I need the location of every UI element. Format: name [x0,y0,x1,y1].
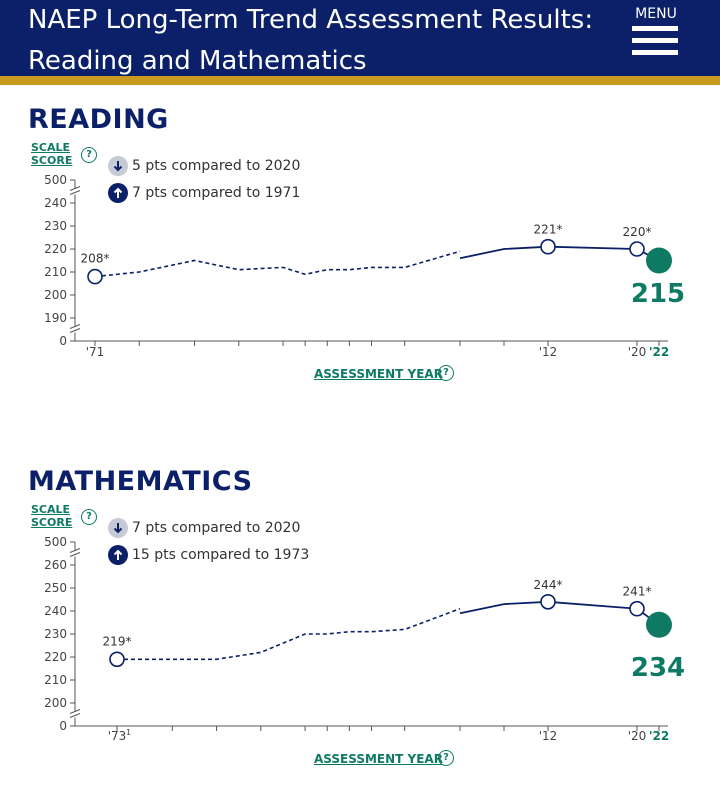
math-y-tick-label: 250 [44,581,67,595]
math-scale-help-icon[interactable]: ? [81,509,97,525]
menu-button[interactable] [630,6,682,58]
math-assessment-year-link[interactable]: ASSESSMENT YEAR [314,752,443,766]
math-y-tick-label: 240 [44,604,67,618]
math-x-tick-label: '22 [648,729,670,743]
math-dashed-series-line [117,609,460,660]
reading-scale-help-icon[interactable]: ? [81,147,97,163]
header-stripe [0,76,720,85]
reading-data-label: 220* [622,225,652,239]
math-x-tick-label: '12 [538,729,558,743]
math-chart [0,532,720,752]
reading-y-tick-label: 210 [44,265,67,279]
math-y-tick-label: 210 [44,673,67,687]
reading-y-tick-label: 240 [44,196,67,210]
reading-y-tick-label: 230 [44,219,67,233]
reading-compare-2020-text: 5 pts compared to 2020 [132,158,301,174]
math-scale-score-link[interactable] [31,503,72,529]
reading-data-point [630,242,644,256]
reading-data-point [88,270,102,284]
page-title [28,0,608,82]
math-compare-first-text: 15 pts compared to 1973 [132,547,310,563]
math-data-point [630,602,644,616]
page-title-line-1: NAEP Long-Term Trend Assessment Results: [28,5,594,35]
reading-current-label: 215 [630,279,686,309]
reading-compare-first-text: 7 pts compared to 1971 [132,185,301,201]
reading-year-help-icon[interactable]: ? [438,365,454,381]
reading-y-tick-label: 200 [44,288,67,302]
reading-data-label: 208* [80,251,110,266]
page-title-line-2: Reading and Mathematics [28,46,367,76]
math-current-point [646,612,672,638]
math-x-tick-label: '73 [107,729,127,743]
math-y-tick-label: 0 [59,719,67,733]
reading-chart [0,170,720,370]
reading-current-point [646,248,672,274]
reading-data-point [541,240,555,254]
reading-section-title: READING [28,104,169,135]
math-scale-label-1: SCALE [31,503,71,516]
math-year-help-icon[interactable]: ? [438,750,454,766]
menu-label: MENU [635,6,677,22]
reading-scale-label-1: SCALE [31,141,71,154]
math-data-point [541,595,555,609]
reading-scale-label-2: SCORE [31,154,73,167]
math-y-tick-label: 260 [44,558,67,572]
math-data-label: 241* [622,584,652,599]
reading-y-tick-label: 0 [59,334,67,348]
math-data-point [110,652,124,666]
page-header [0,0,720,76]
reading-y-tick-label: 190 [44,311,67,325]
reading-x-tick-label: '22 [648,345,670,359]
math-current-label: 234 [630,653,686,683]
math-x-tick-label: '20 [627,729,647,743]
reading-dashed-series-line [95,251,460,276]
math-scale-label-2: SCORE [31,516,73,529]
reading-data-label: 221* [533,222,563,237]
reading-y-tick-label: 500 [44,173,67,187]
math-x-tick-label: 1 [126,728,132,737]
reading-x-tick-label: '71 [85,345,105,359]
math-y-tick-label: 500 [44,535,67,549]
reading-scale-score-link[interactable] [31,141,72,167]
reading-x-tick-label: '20 [627,345,647,359]
math-y-tick-label: 220 [44,650,67,664]
math-section-title: MATHEMATICS [28,466,253,497]
reading-x-tick-label: '12 [538,345,558,359]
math-data-label: 219* [102,634,132,649]
math-data-label: 244* [533,577,563,592]
reading-assessment-year-link[interactable]: ASSESSMENT YEAR [314,367,443,381]
math-y-tick-label: 200 [44,696,67,710]
math-compare-2020-text: 7 pts compared to 2020 [132,520,301,536]
reading-y-tick-label: 220 [44,242,67,256]
math-y-tick-label: 230 [44,627,67,641]
